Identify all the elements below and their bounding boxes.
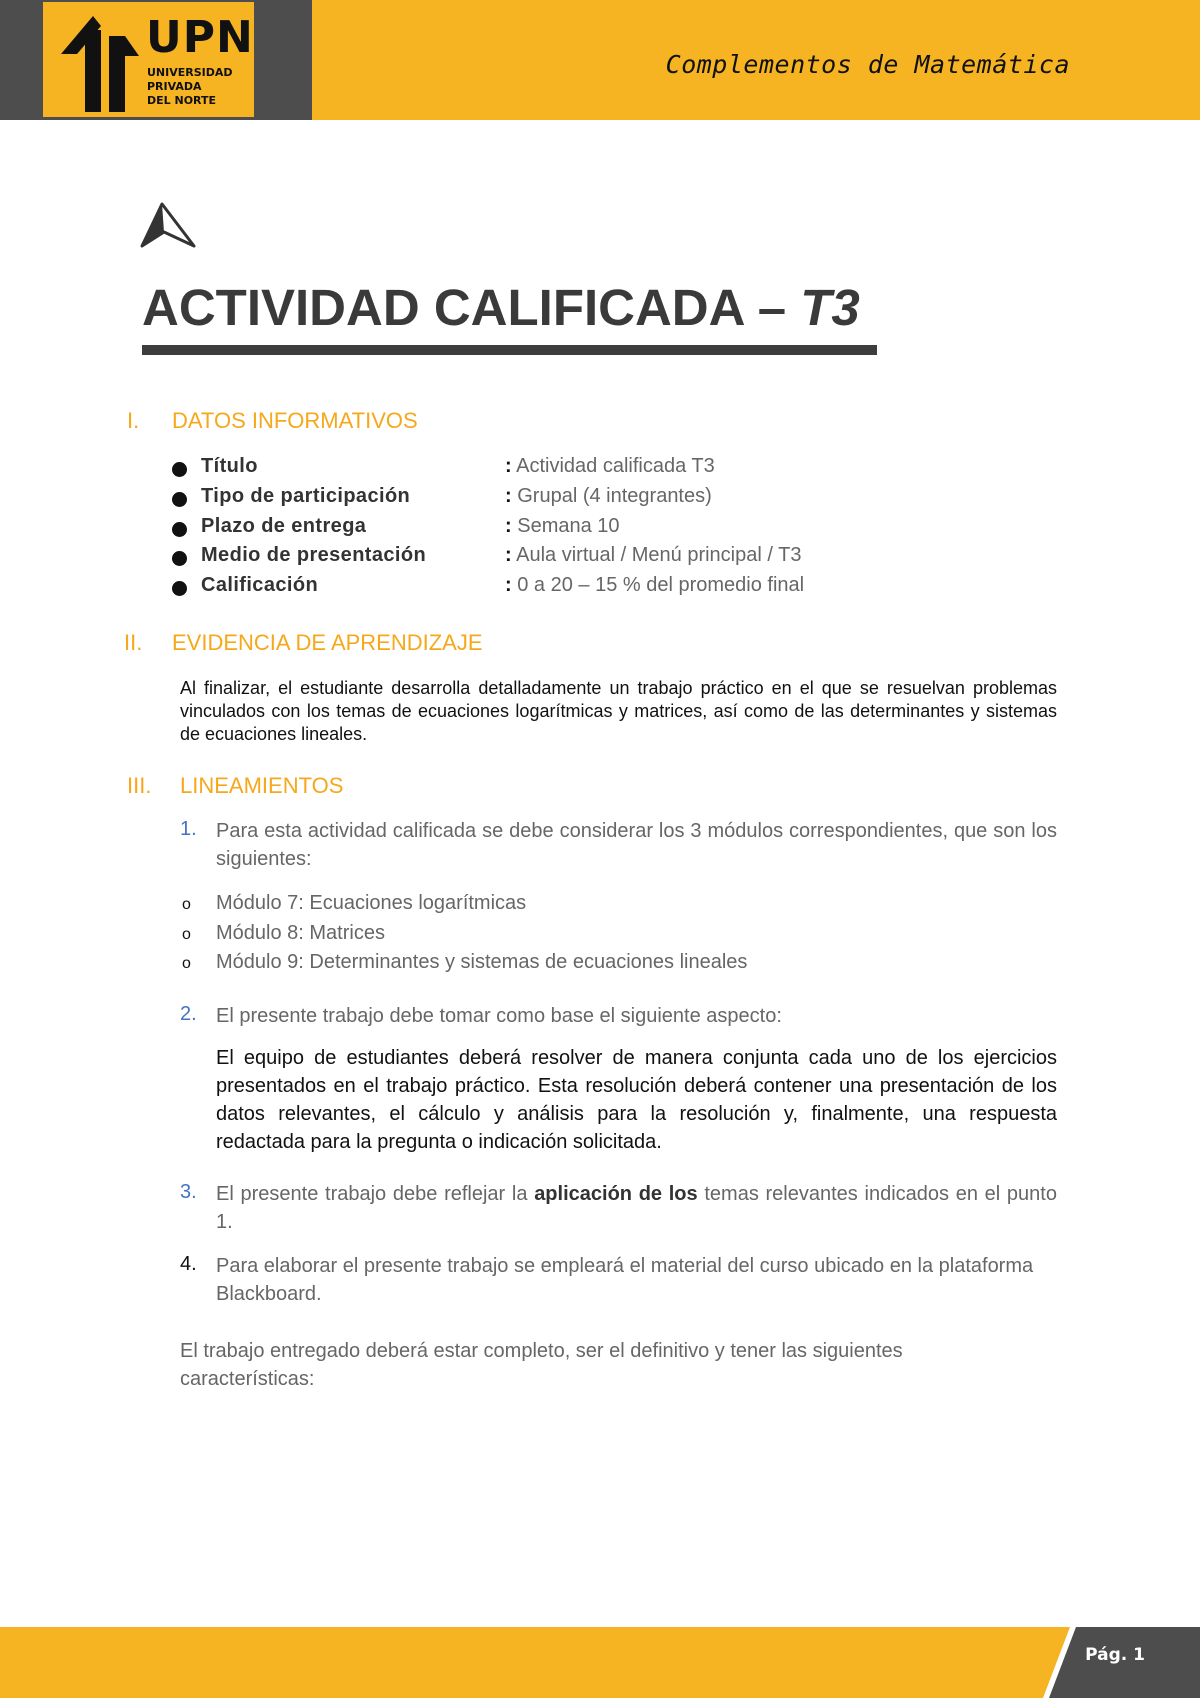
info-separator: : <box>505 515 512 537</box>
page-title <box>142 278 860 337</box>
section-3-number: III. <box>127 773 152 798</box>
upn-logo <box>43 2 254 117</box>
section-1-number: I. <box>127 408 140 433</box>
info-label: Título <box>201 455 258 477</box>
module-item: Módulo 9: Determinantes y sistemas de ecuaciones lineales <box>216 951 748 973</box>
info-value <box>505 574 804 597</box>
info-value <box>505 485 712 508</box>
section-2-number: II. <box>124 630 143 655</box>
item-detail-paragraph: El equipo de estudiantes deberá resolver de manera conjunta cada uno de los ejercicios presentados en el trabajo práctico. Esta resolución deberá contener una presentación de los datos relevantes, el cálculo y análisis para la resolución y, finalmente, una respuesta redactada para la pregunta o indicación solicitada. <box>216 1047 1057 1153</box>
info-value <box>505 455 715 478</box>
info-separator: : <box>505 574 512 596</box>
info-label: Plazo de entrega <box>201 515 367 537</box>
course-title: Complementos de Matemática <box>665 50 1070 79</box>
page-footer <box>0 1627 1200 1698</box>
title-text: ACTIVIDAD CALIFICADA – <box>142 279 801 336</box>
info-row <box>172 574 872 602</box>
info-separator: : <box>505 455 512 477</box>
evidence-paragraph: Al finalizar, el estudiante desarrolla detalladamente un trabajo práctico en el que se resuelvan problemas vinculados con los temas de ecuaciones logarítmicas y matrices, así como de las determinantes y sistemas de ecuaciones lineales. <box>180 678 1057 744</box>
logo-line-1: UNIVERSIDAD <box>147 66 233 79</box>
bullet-icon <box>172 492 187 507</box>
bullet-icon <box>172 551 187 566</box>
title-code: T3 <box>800 279 860 336</box>
item-text-bold: aplicación de los <box>534 1183 698 1205</box>
logo-subtitle <box>147 66 233 108</box>
logo-line-3: DEL NORTE <box>147 94 217 107</box>
closing-paragraph: El trabajo entregado deberá estar completo, ser el definitivo y tener las siguientes características: <box>180 1340 903 1390</box>
navigation-arrow-icon <box>140 202 196 248</box>
list-item-text: Para elaborar el presente trabajo se empleará el material del curso ubicado en la plataforma Blackboard. <box>216 1255 1034 1305</box>
circle-bullet-icon: o <box>182 926 191 943</box>
section-1-heading: DATOS INFORMATIVOS <box>172 408 418 433</box>
logo-acronym: UPN <box>146 12 254 63</box>
title-underline <box>142 345 877 355</box>
page-number: Pág. 1 <box>1085 1645 1145 1665</box>
info-value <box>505 515 620 538</box>
info-value-text: Semana 10 <box>517 515 620 537</box>
section-2-heading: EVIDENCIA DE APRENDIZAJE <box>172 630 483 655</box>
list-number: 1. <box>180 818 197 840</box>
module-item: Módulo 8: Matrices <box>216 922 385 944</box>
list-item-text: Para esta actividad calificada se debe considerar los 3 módulos correspondientes, que son los siguientes: <box>216 820 1057 870</box>
logo-frame <box>0 0 312 120</box>
info-value-text: Grupal (4 integrantes) <box>517 485 712 507</box>
item-text-part: temas relevantes indicados en el punto 1. <box>216 1183 1057 1233</box>
bullet-icon <box>172 581 187 596</box>
info-separator: : <box>505 544 512 566</box>
module-item: Módulo 7: Ecuaciones logarítmicas <box>216 892 527 914</box>
list-number: 3. <box>180 1181 197 1203</box>
item-text-part: El presente trabajo debe reflejar la <box>216 1183 535 1205</box>
info-label: Calificación <box>201 574 319 596</box>
section-3-heading: LINEAMIENTOS <box>180 773 344 798</box>
list-number: 4. <box>180 1253 197 1275</box>
arrow-logo-icon <box>61 16 139 112</box>
info-row <box>172 455 872 483</box>
circle-bullet-icon: o <box>182 955 191 972</box>
info-label: Medio de presentación <box>201 544 427 566</box>
info-value-text: Aula virtual / Menú principal / T3 <box>516 544 802 566</box>
info-row <box>172 544 872 572</box>
info-value-text: 0 a 20 – 15 % del promedio final <box>517 574 805 596</box>
list-number: 2. <box>180 1003 197 1025</box>
bullet-icon <box>172 522 187 537</box>
bullet-icon <box>172 462 187 477</box>
page-header <box>0 0 1200 120</box>
logo-line-2: PRIVADA <box>147 80 202 93</box>
info-label: Tipo de participación <box>201 485 411 507</box>
info-row <box>172 485 872 513</box>
list-item-text: El presente trabajo debe tomar como base el siguiente aspecto: <box>216 1005 782 1027</box>
info-row <box>172 515 872 543</box>
info-separator: : <box>505 485 512 507</box>
info-value-text: Actividad calificada T3 <box>516 455 715 477</box>
circle-bullet-icon: o <box>182 896 191 913</box>
info-value <box>505 544 801 567</box>
list-item-text <box>216 1180 1057 1236</box>
